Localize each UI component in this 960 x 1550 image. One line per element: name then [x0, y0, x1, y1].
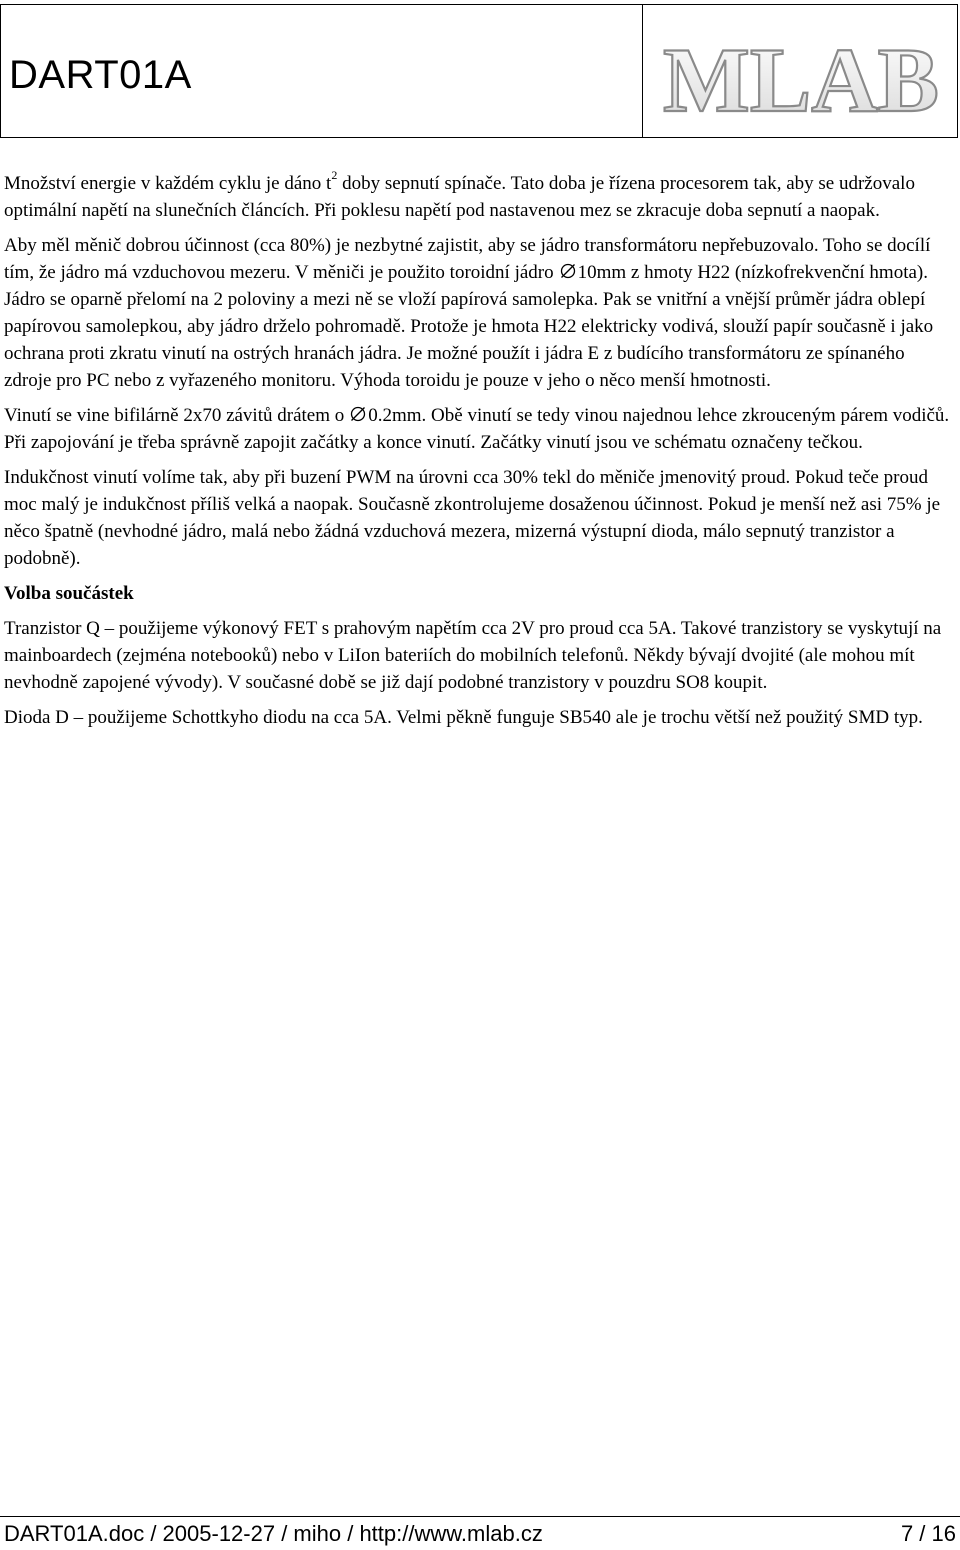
- title-cell: [0, 4, 643, 138]
- logo-cell: [643, 4, 958, 138]
- mlab-logo: [643, 5, 958, 139]
- document-title: DART01A: [9, 53, 192, 97]
- section-heading: Volba součástek: [4, 583, 134, 604]
- paragraph-core: Aby měl měnič dobrou účinnost (cca 80%) je nezbytné zajistit, aby se jádro transformátoru nepřebuzovalo. Toho se docílí tím, že jádro má vzduchovou mezeru. V měniči je použito toroidní jádro 10mm z hmoty H22 (nízkofrekvenční hmota). Jádro se oparně přelomí na 2 poloviny a mezi ně se vloží papírová samolepka. Pak se vnitřní a vnější průměr jádra oblepí papírovou samolepkou, aby jádro drželo pohromadě. Protože je hmota H22 elektricky vodivá, slouží papír současně i jako ochrana proti zkratu vinutí na ostrých hranách jádra. Je možné použít i jádra E z budícího transformátoru ze spínaného zdroje pro PC nebo z vyřazeného monitoru. Výhoda toroidu je pouze v jeho o něco menší hmotnosti.: [4, 235, 934, 391]
- paragraph-transistor: Tranzistor Q – použijeme výkonový FET s prahovým napětím cca 2V pro proud cca 5A. Takové tranzistory se vyskytují na mainboardech (zejména notebooků) nebo v LiIon bateriích do mobilních telefonů. Někdy bývají dvojité (ale mohou mít nevhodně zapojené vývody). V současné době se již dají podobné tranzistory v pouzdru SO8 koupit.: [4, 618, 942, 693]
- paragraph-inductance: Indukčnost vinutí volíme tak, aby při buzení PWM na úrovni cca 30% tekl do měniče jmenovitý proud. Pokud teče proud moc malý je indukčnost příliš velká a naopak. Současně zkontrolujeme dosaženou účinnost. Pokud je menší než asi 75% je něco špatně (nevhodné jádro, malá nebo žádná vzduchová mezera, mizerná výstupní dioda, málo sepnutý tranzistor a podobně).: [4, 467, 941, 569]
- page-footer: [0, 1516, 960, 1546]
- page-number: 7 / 16: [900, 1521, 956, 1546]
- paragraph-energy: Množství energie v každém cyklu je dáno $t^2$ doby sepnutí spínače. Tato doba je řízena procesorem tak, aby se udržovalo optimální napětí na slunečních článcích. Při poklesu napětí pod nastavenou mez se zkracuje doba sepnutí a naopak.: [4, 167, 915, 221]
- footer-info: DART01A.doc / 2005-12-27 / miho / http://www.mlab.cz: [4, 1521, 543, 1546]
- diameter-icon: [560, 263, 576, 279]
- paragraph-winding: Vinutí se vine bifilárně 2x70 závitů drátem o 0.2mm. Obě vinutí se tedy vinou najednou lehce zkrouceným párem vodičů. Při zapojování je třeba správně zapojit začátky a konce vinutí. Začátky vinutí jsou ve schématu označeny tečkou.: [4, 405, 950, 453]
- logo-text: MLAB: [663, 29, 939, 131]
- page-header: [0, 0, 960, 140]
- diameter-icon: [350, 406, 366, 422]
- paragraph-diode: Dioda D – použijeme Schottkyho diodu na cca 5A. Velmi pěkně funguje SB540 ale je trochu větší než použitý SMD typ.: [4, 707, 923, 728]
- document-body: [4, 167, 956, 739]
